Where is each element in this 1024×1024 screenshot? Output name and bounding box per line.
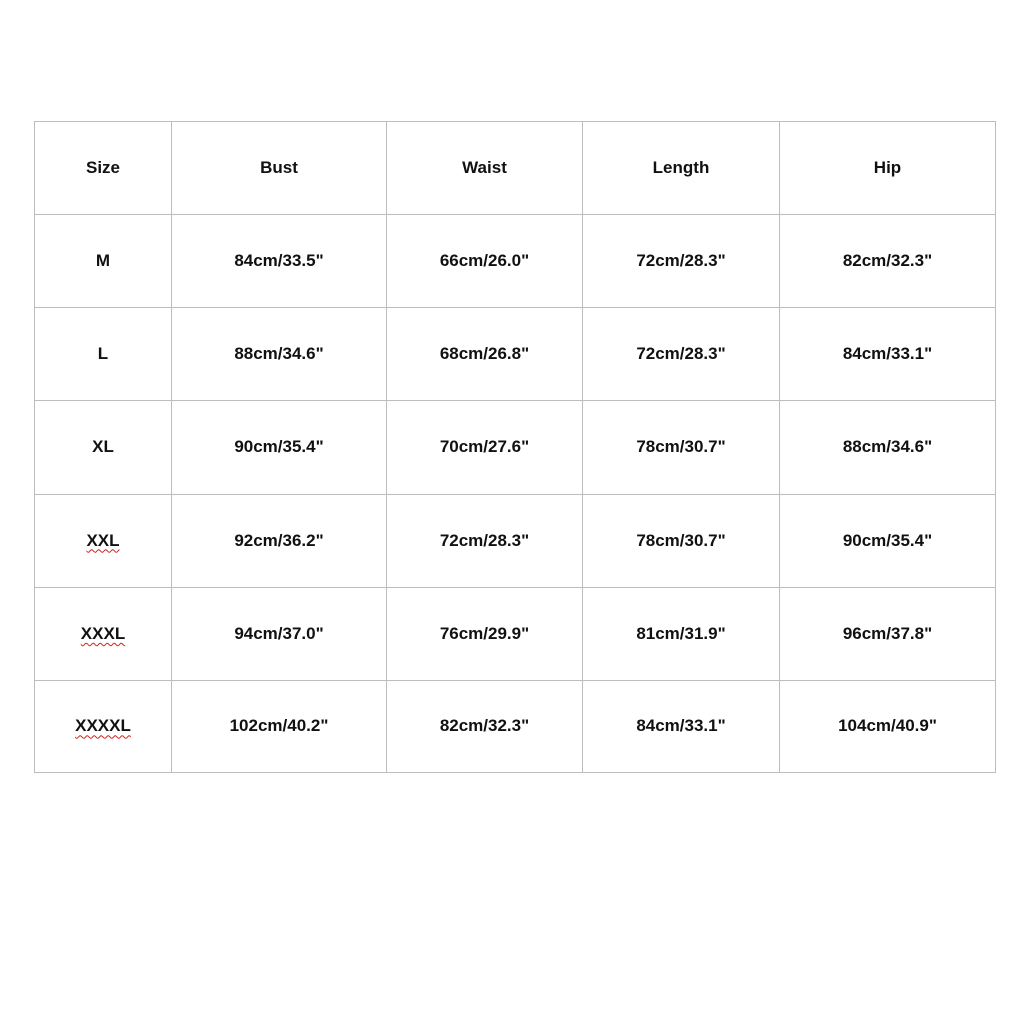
- size-label: XXXL: [80, 623, 126, 643]
- table-row: [35, 308, 996, 401]
- hip-cell: 90cm/35.4": [780, 494, 996, 587]
- bust-cell: 92cm/36.2": [172, 494, 387, 587]
- header-bust: Bust: [172, 122, 387, 215]
- bust-cell: 94cm/37.0": [172, 587, 387, 680]
- size-cell: M: [35, 215, 172, 308]
- length-cell: 78cm/30.7": [583, 401, 780, 494]
- table-row: [35, 494, 996, 587]
- size-label: XXL: [86, 530, 120, 550]
- hip-cell: 104cm/40.9": [780, 680, 996, 772]
- size-cell: [35, 494, 172, 587]
- length-cell: 81cm/31.9": [583, 587, 780, 680]
- waist-cell: 76cm/29.9": [387, 587, 583, 680]
- size-cell: [35, 680, 172, 772]
- table-row: [35, 680, 996, 772]
- table-row: [35, 401, 996, 494]
- bust-cell: 84cm/33.5": [172, 215, 387, 308]
- bust-cell: 88cm/34.6": [172, 308, 387, 401]
- table-header-row: [35, 122, 996, 215]
- hip-cell: 88cm/34.6": [780, 401, 996, 494]
- bust-cell: 102cm/40.2": [172, 680, 387, 772]
- waist-cell: 70cm/27.6": [387, 401, 583, 494]
- header-size: Size: [35, 122, 172, 215]
- size-chart-table: [34, 121, 996, 773]
- waist-cell: 66cm/26.0": [387, 215, 583, 308]
- bust-cell: 90cm/35.4": [172, 401, 387, 494]
- size-cell: XL: [35, 401, 172, 494]
- size-cell: L: [35, 308, 172, 401]
- length-cell: 72cm/28.3": [583, 215, 780, 308]
- header-hip: Hip: [780, 122, 996, 215]
- hip-cell: 96cm/37.8": [780, 587, 996, 680]
- length-cell: 78cm/30.7": [583, 494, 780, 587]
- length-cell: 84cm/33.1": [583, 680, 780, 772]
- hip-cell: 84cm/33.1": [780, 308, 996, 401]
- size-label: XXXXL: [75, 716, 131, 736]
- hip-cell: 82cm/32.3": [780, 215, 996, 308]
- waist-cell: 72cm/28.3": [387, 494, 583, 587]
- waist-cell: 82cm/32.3": [387, 680, 583, 772]
- header-waist: Waist: [387, 122, 583, 215]
- waist-cell: 68cm/26.8": [387, 308, 583, 401]
- table-row: [35, 587, 996, 680]
- size-cell: [35, 587, 172, 680]
- length-cell: 72cm/28.3": [583, 308, 780, 401]
- table-row: [35, 215, 996, 308]
- header-length: Length: [583, 122, 780, 215]
